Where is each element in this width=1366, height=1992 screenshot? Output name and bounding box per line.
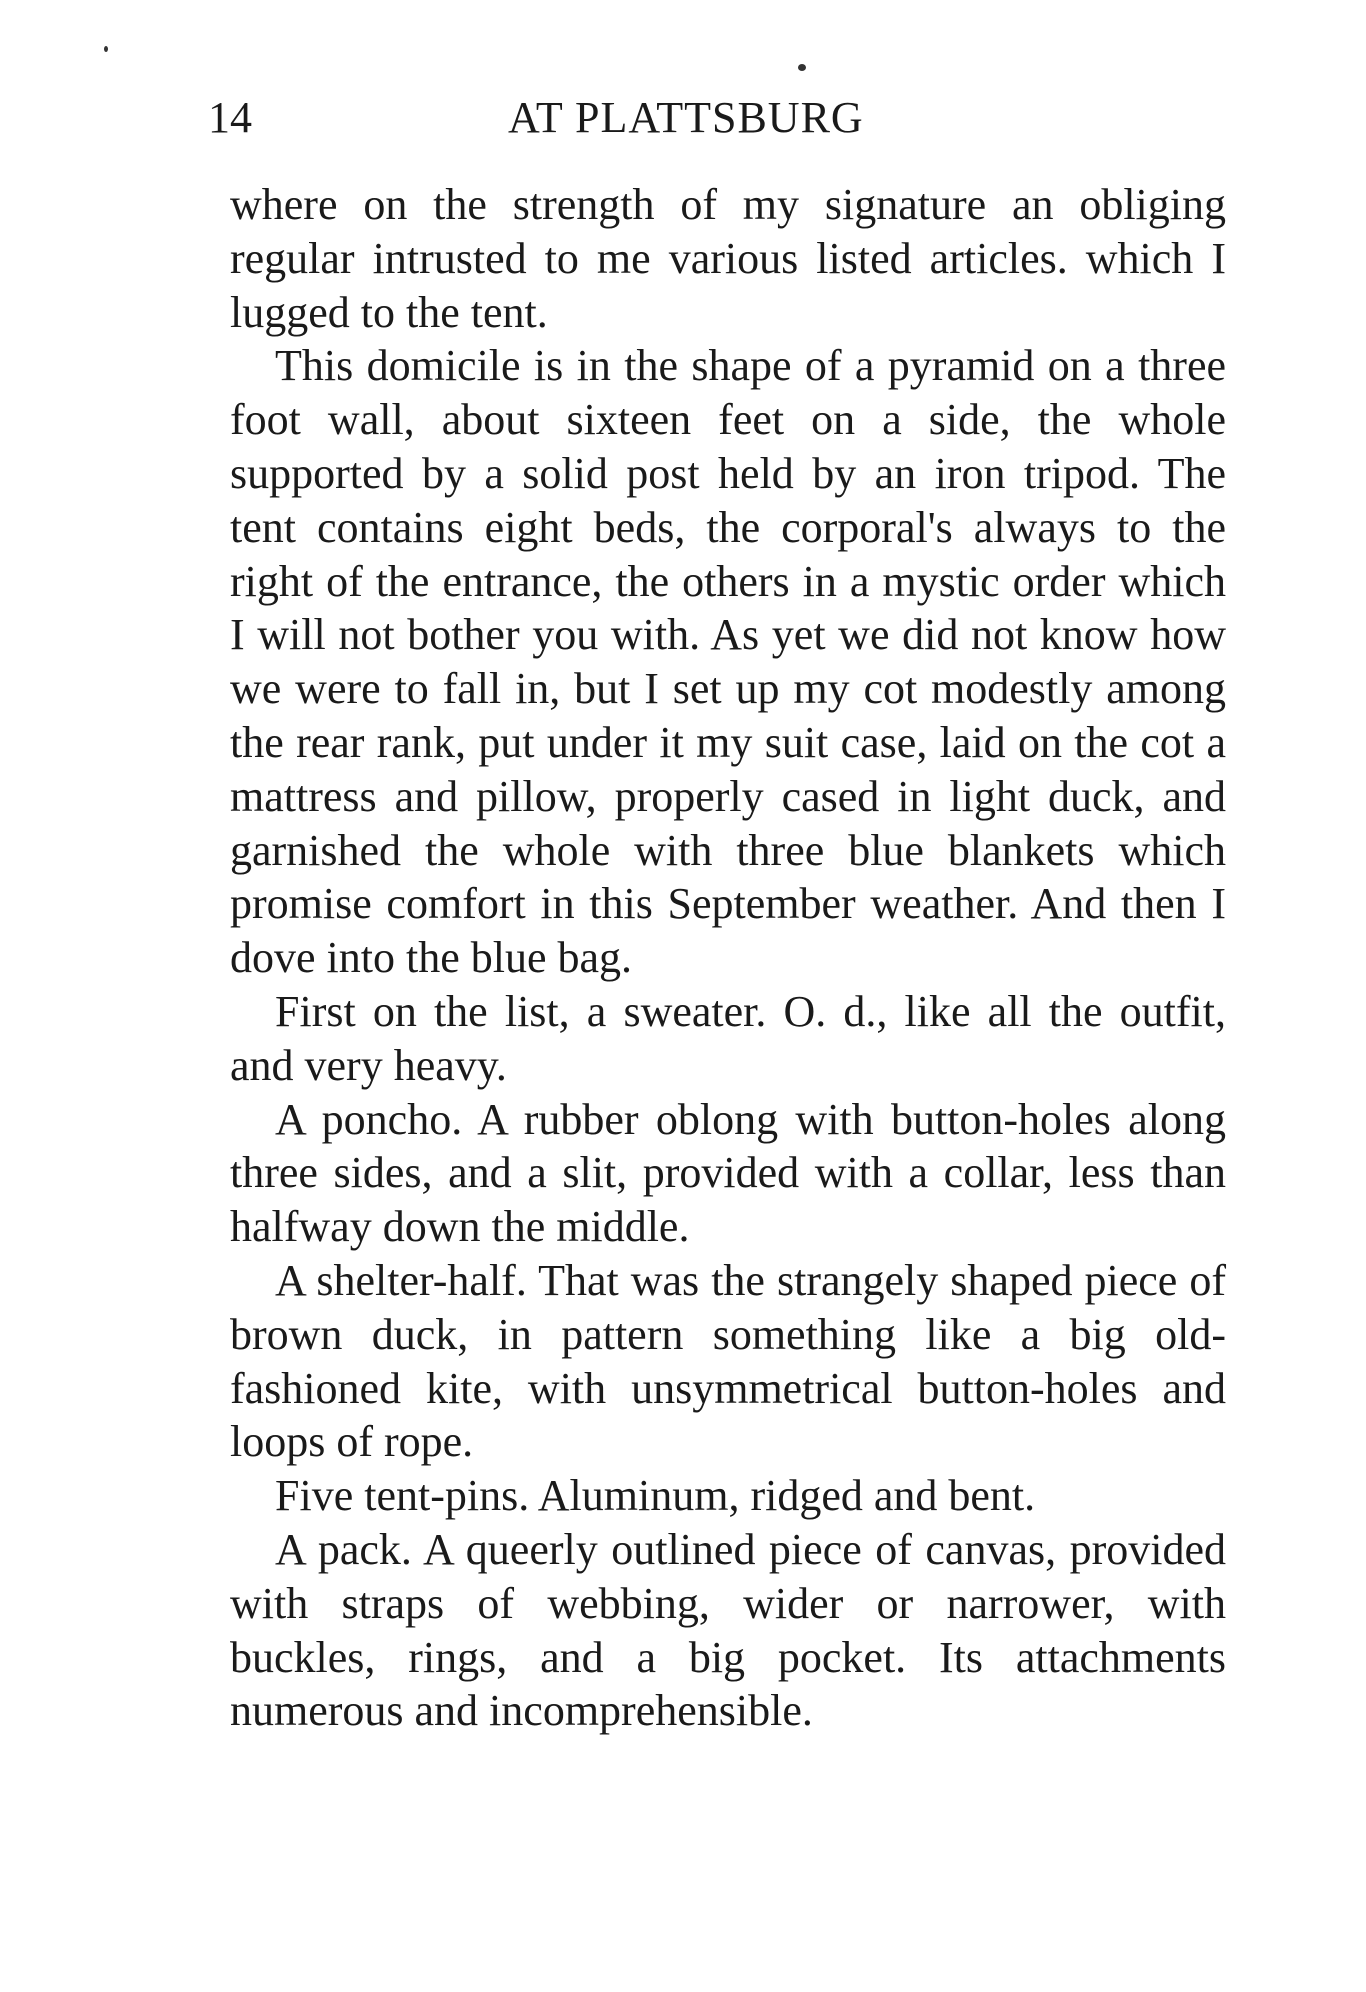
paragraph: This domicile is in the shape of a pyramid on a three foot wall, about sixteen feet on a side, the whole supported by a solid post held by an iron tripod. The tent contains eight beds, the corporal's always to the right of the entrance, the others in a mystic order which I will not bother you with. As yet we did not know how we were to fall in, but I set up my cot modestly among the rear rank, put under it my suit case, laid on the cot a mattress and pillow, properly cased in light duck, and garnished the whole with three blue blankets which promise comfort in this September weather. And then I dove into the blue bag.: [230, 341, 1226, 983]
paragraph: where on the strength of my signature an obliging regular intrusted to me various listed articles. which I lugged to the tent.: [230, 180, 1226, 337]
ink-speck: [798, 64, 806, 71]
running-head: AT PLATTSBURG: [508, 93, 864, 142]
page-header: [208, 88, 1218, 148]
ink-speck: [104, 46, 108, 52]
paragraph: First on the list, a sweater. O. d., like all the outfit, and very heavy.: [230, 986, 1226, 1090]
paragraph: A pack. A queerly outlined piece of canvas, provided with straps of webbing, wider or narrower, with buckles, rings, and a big pocket. Its attachments numerous and incomprehensible.: [230, 1524, 1226, 1736]
paragraph: A poncho. A rubber oblong with button-holes along three sides, and a slit, provided with a collar, less than halfway down the middle.: [230, 1094, 1226, 1252]
paragraph: Five tent-pins. Aluminum, ridged and bent.: [275, 1471, 1036, 1521]
paragraph: A shelter-half. That was the strangely shaped piece of brown duck, in pattern something like a big old-fashioned kite, with unsymmetrical button-holes and loops of rope.: [230, 1255, 1226, 1467]
body-text: [230, 178, 1226, 1738]
page-number: 14: [208, 93, 252, 142]
